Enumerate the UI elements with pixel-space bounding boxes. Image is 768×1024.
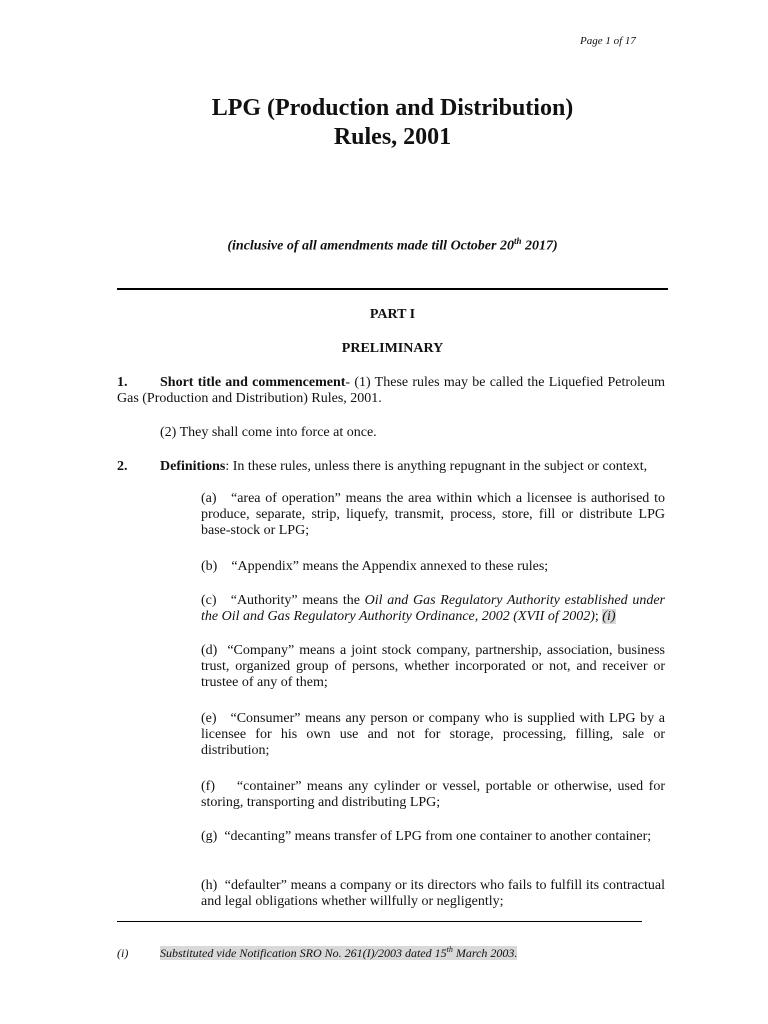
footnote-reference[interactable]: (i) xyxy=(602,609,616,624)
part-label: PART I xyxy=(369,307,416,322)
definition-f: (f) “container” means any cylinder or vessel, portable or otherwise, used for storing, transporting and distributing LPG; xyxy=(201,779,665,810)
definition-c-text: (c) “Authority” means the xyxy=(201,593,365,608)
definition-b: (b) “Appendix” means the Appendix annexed to these rules; xyxy=(201,559,549,574)
section-2-heading: Definitions xyxy=(160,459,226,474)
definition-c-sep: ; xyxy=(594,609,603,624)
footnote-mark: (i) xyxy=(117,946,129,960)
amendment-note-text: (inclusive of all amendments made till October 20 xyxy=(227,238,514,254)
section-1-sub-2: (2) They shall come into force at once. xyxy=(160,425,377,440)
footnote xyxy=(117,945,517,961)
section-1-heading: Short title and commencement xyxy=(160,375,346,390)
title-line-2: Rules, 2001 xyxy=(333,124,452,150)
part-name: PRELIMINARY xyxy=(341,341,444,356)
section-2-number: 2. xyxy=(117,459,128,474)
section-1-number: 1. xyxy=(117,375,128,390)
footnote-text xyxy=(160,946,517,960)
footnote-text-main: Substituted vide Notification SRO No. 261(I)/2003 dated 15 xyxy=(160,946,447,960)
definition-a: (a) “area of operation” means the area within which a licensee is authorised to produce, separate, strip, liquefy, transmit, process, store, fill or distribute LPG base-stock or LPG; xyxy=(201,491,665,538)
definition-e: (e) “Consumer” means any person or company who is supplied with LPG by a licensee for his own use and not for storage, processing, filling, sale or distribution; xyxy=(201,711,665,758)
title-line-1: LPG (Production and Distribution) xyxy=(211,95,574,121)
definition-c xyxy=(201,593,665,625)
footnote-sup: th xyxy=(446,945,453,954)
definition-c-italic: Oil and Gas Regulatory Authority established under the Oil and Gas Regulatory Authority Ordinance, 2002 (XVII of 2002) xyxy=(201,593,665,624)
definition-g: (g) “decanting” means transfer of LPG from one container to another container; xyxy=(201,829,652,844)
document-title xyxy=(0,94,768,152)
section-1 xyxy=(117,375,665,407)
amendment-note xyxy=(0,236,768,255)
section-2-intro: : In these rules, unless there is anything repugnant in the subject or context, xyxy=(225,459,648,474)
amendment-note-year: 2017) xyxy=(521,238,558,254)
amendment-note-sup: th xyxy=(513,236,522,246)
section-2 xyxy=(117,459,665,475)
definition-d: (d) “Company” means a joint stock company, partnership, association, business trust, organized group of persons, whether incorporated or not, and receiver or trustee of any of them; xyxy=(201,643,665,690)
footnote-divider xyxy=(117,921,642,922)
definition-h: (h) “defaulter” means a company or its directors who fails to fulfill its contractual and legal obligations whether willfully or negligently; xyxy=(201,878,665,909)
section-1-text: - (1) These rules may be called the Liquefied Petroleum Gas (Production and Distribution) Rules, 2001. xyxy=(117,375,665,406)
title-divider xyxy=(117,288,668,290)
footnote-text-date: March 2003. xyxy=(452,946,518,960)
page-number: Page 1 of 17 xyxy=(580,35,636,47)
